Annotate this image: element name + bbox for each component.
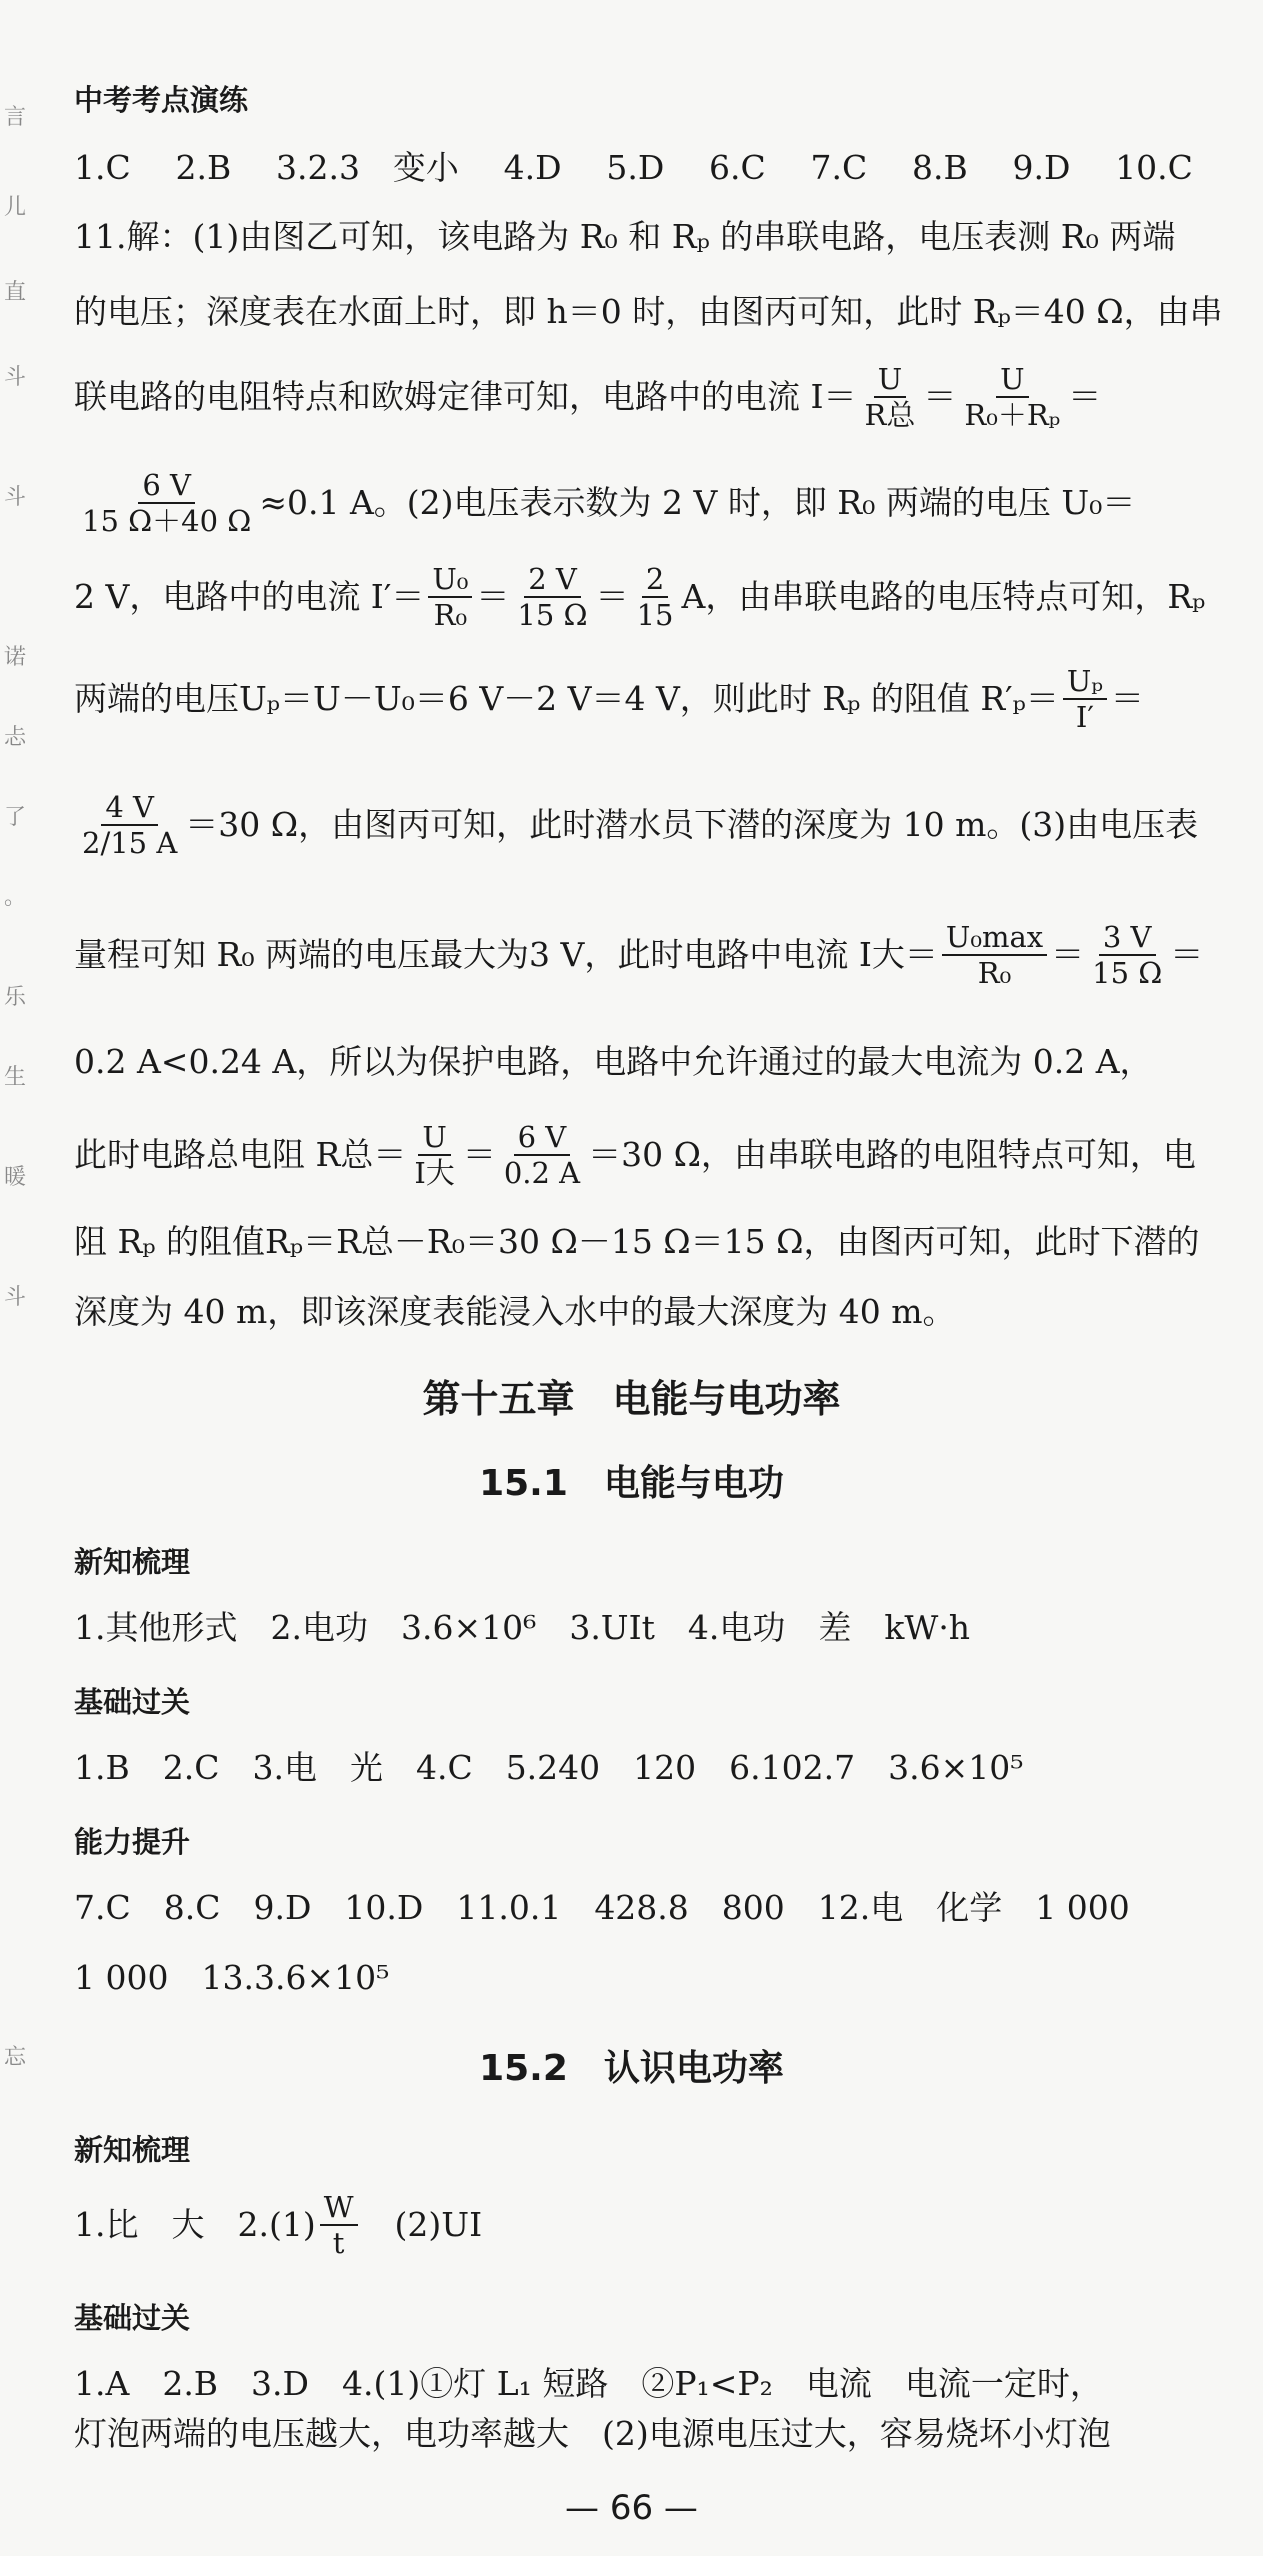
denominator: I大 xyxy=(414,1156,455,1190)
numerator: 2 V xyxy=(524,562,581,598)
answer-line: 灯泡两端的电压越大，电功率越大 (2)电源电压过大，容易烧坏小灯泡 xyxy=(74,2414,1111,2453)
denominator: 15 Ω xyxy=(1092,956,1163,990)
answer-line: 1.A 2.B 3.D 4.(1)①灯 L₁ 短路 ②P₁<P₂ 电流 电流一定时， xyxy=(74,2364,1103,2403)
numerator: U xyxy=(418,1120,450,1156)
margin-mark: 忐 xyxy=(4,725,27,750)
solution-line xyxy=(74,790,1199,860)
answer-item: 3.2.3 变小 xyxy=(275,148,459,187)
fraction xyxy=(428,562,472,632)
fraction xyxy=(320,2190,358,2260)
denominator: I′ xyxy=(1075,700,1094,734)
denominator: R₀＋Rₚ xyxy=(964,398,1061,432)
answer-line: 7.C 8.C 9.D 10.D 11.0.1 428.8 800 12.电 化学 1 000 xyxy=(74,1888,1130,1927)
solution-line xyxy=(74,562,1206,632)
text-span: ＝30 Ω，由串联电路的电阻特点可知，电 xyxy=(588,1135,1196,1174)
numerator: 6 V xyxy=(138,468,195,504)
margin-mark: 直 xyxy=(4,280,27,305)
numerator: U xyxy=(996,362,1028,398)
numerator: 3 V xyxy=(1099,920,1156,956)
margin-mark: 斗 xyxy=(4,485,27,510)
margin-mark: 。 xyxy=(4,885,27,910)
answer-line: 1.B 2.C 3.电 光 4.C 5.240 120 6.102.7 3.6×10⁵ xyxy=(74,1748,1024,1787)
text-span: ＝30 Ω，由图丙可知，此时潜水员下潜的深度为 10 m。(3)由电压表 xyxy=(185,805,1199,844)
solution-line: 的电压；深度表在水面上时，即 h＝0 时，由图丙可知，此时 Rₚ＝40 Ω，由串 xyxy=(74,292,1223,331)
numerator: U xyxy=(874,362,906,398)
answer-item: 8.B xyxy=(912,148,968,187)
text-span: 联电路的电阻特点和欧姆定律可知，电路中的电流 I＝ xyxy=(74,377,857,416)
fraction xyxy=(513,562,591,632)
numerator: U₀max xyxy=(942,920,1047,956)
margin-mark: 儿 xyxy=(4,195,27,220)
text-span: ＝ xyxy=(1051,935,1085,974)
fraction xyxy=(633,562,678,632)
fraction xyxy=(861,362,920,432)
section-title: 15.1 电能与电功 xyxy=(479,1463,784,1504)
fraction xyxy=(1088,920,1166,990)
solution-line: 11.解：(1)由图乙可知，该电路为 R₀ 和 Rₚ 的串联电路，电压表测 R₀ 两端 xyxy=(74,217,1176,256)
section-title: 15.2 认识电功率 xyxy=(479,2048,784,2089)
answer-row xyxy=(74,146,1193,190)
text-span: 两端的电压Uₚ＝U－U₀＝6 V－2 V＝4 V，则此时 Rₚ 的阻值 R′ₚ＝ xyxy=(74,679,1059,718)
solution-line: 阻 Rₚ 的阻值Rₚ＝R总－R₀＝30 Ω－15 Ω＝15 Ω，由图丙可知，此时下潜的 xyxy=(74,1222,1200,1261)
text-span: A，由串联电路的电压特点可知，Rₚ xyxy=(681,577,1206,616)
margin-mark: 言 xyxy=(4,105,27,130)
numerator: 6 V xyxy=(514,1120,571,1156)
text-span: 此时电路总电阻 R总＝ xyxy=(74,1135,407,1174)
answer-item: 4.D xyxy=(503,148,562,187)
denominator: R₀ xyxy=(433,598,468,632)
margin-mark: 乐 xyxy=(4,985,27,1010)
numerator: U₀ xyxy=(428,562,472,598)
subsection-heading: 基础过关 xyxy=(74,2301,191,2335)
fraction xyxy=(942,920,1047,990)
text-span: ＝ xyxy=(476,577,510,616)
text-span: 量程可知 R₀ 两端的电压最大为3 V，此时电路中电流 I大＝ xyxy=(74,935,938,974)
solution-line xyxy=(74,920,1204,990)
fraction xyxy=(500,1120,584,1190)
answer-item: 1.C xyxy=(74,148,131,187)
page-number: — 66 — xyxy=(565,2488,698,2528)
answer-item: 2.B xyxy=(175,148,232,187)
text-span: ＝ xyxy=(1068,377,1102,416)
numerator: W xyxy=(320,2190,358,2226)
text-span: ≈0.1 A。(2)电压表示数为 2 V 时，即 R₀ 两端的电压 U₀＝ xyxy=(259,483,1136,522)
fraction xyxy=(960,362,1064,432)
answer-item: 6.C xyxy=(709,148,766,187)
answer-item: 7.C xyxy=(810,148,868,187)
text-span: ＝ xyxy=(1110,679,1144,718)
subsection-heading: 新知梳理 xyxy=(74,1545,191,1579)
denominator: R总 xyxy=(864,398,916,432)
text-span: ＝ xyxy=(923,377,957,416)
solution-line xyxy=(74,1120,1196,1190)
section-heading: 中考考点演练 xyxy=(74,83,249,117)
solution-line xyxy=(74,362,1193,432)
solution-line xyxy=(74,664,1193,734)
fraction xyxy=(78,468,255,538)
subsection-heading: 能力提升 xyxy=(74,1825,191,1859)
answer-line: 1.其他形式 2.电功 3.6×10⁶ 3.UIt 4.电功 差 kW·h xyxy=(74,1608,971,1647)
margin-mark: 诺 xyxy=(4,645,27,670)
answer-item: 5.D xyxy=(606,148,665,187)
answer-line xyxy=(74,2190,1193,2260)
margin-mark: 斗 xyxy=(4,1285,27,1310)
subsection-heading: 新知梳理 xyxy=(74,2133,191,2167)
margin-mark: 生 xyxy=(4,1065,27,1090)
margin-mark: 斗 xyxy=(4,365,27,390)
solution-line xyxy=(74,468,1193,538)
margin-mark: 暖 xyxy=(4,1165,27,1190)
denominator: t xyxy=(332,2226,345,2260)
text-span: ＝ xyxy=(1170,935,1204,974)
subsection-heading: 基础过关 xyxy=(74,1685,191,1719)
denominator: 15 Ω＋40 Ω xyxy=(82,504,252,538)
numerator: 2 xyxy=(642,562,668,598)
text-span: ＝ xyxy=(595,577,629,616)
answer-item: 10.C xyxy=(1115,148,1193,187)
denominator: 2/15 A xyxy=(82,826,178,860)
fraction xyxy=(1063,664,1107,734)
numerator: 4 V xyxy=(101,790,158,826)
text-span: (2)UI xyxy=(361,2205,483,2244)
denominator: 15 xyxy=(636,598,674,632)
text-span: ＝ xyxy=(462,1135,496,1174)
margin-mark: 了 xyxy=(4,805,27,830)
margin-mark: 忘 xyxy=(4,2045,27,2070)
denominator: R₀ xyxy=(977,956,1012,990)
chapter-title: 第十五章 电能与电功率 xyxy=(422,1377,841,1421)
fraction xyxy=(78,790,181,860)
text-span: 2 V，电路中的电流 I′＝ xyxy=(74,577,425,616)
fraction xyxy=(410,1120,458,1190)
text-span: 1.比 大 2.(1) xyxy=(74,2205,316,2244)
denominator: 0.2 A xyxy=(503,1156,581,1190)
numerator: Uₚ xyxy=(1063,664,1107,700)
answer-item: 9.D xyxy=(1012,148,1071,187)
denominator: 15 Ω xyxy=(517,598,588,632)
answer-line: 1 000 13.3.6×10⁵ xyxy=(74,1958,390,1997)
solution-line: 深度为 40 m，即该深度表能浸入水中的最大深度为 40 m。 xyxy=(74,1292,956,1331)
solution-line: 0.2 A<0.24 A，所以为保护电路，电路中允许通过的最大电流为 0.2 A， xyxy=(74,1042,1153,1081)
